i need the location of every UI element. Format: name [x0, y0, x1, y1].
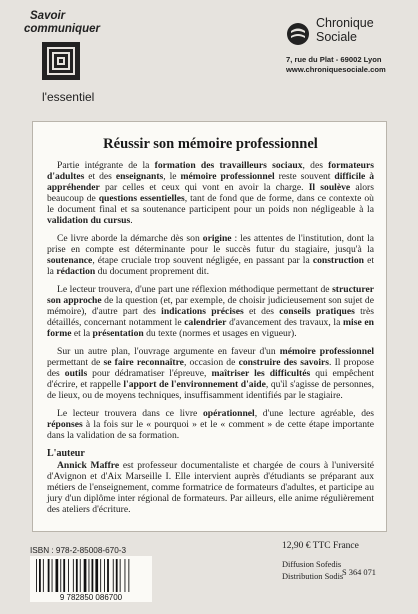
price-label: 12,90 € TTC France [282, 541, 359, 551]
series-subtitle: l'essentiel [42, 90, 95, 104]
author-bio: Annick Maffre est professeur documentaliste et chargée de cours à l'université d'Avignon et d'Aix Marseille I. Elle intervient auprès d'étudiants se préparant aux métiers de l'enseignement, comme formatrice de formateurs d'adultes, et participe au jury d'un diplôme inter régional de formateurs. Par ailleurs, elle anime régulièrement des ateliers d'écriture. [47, 460, 374, 515]
series-block [24, 10, 101, 36]
publisher-website: www.chroniquesociale.com [286, 65, 386, 74]
publisher-name-line1: Chronique [316, 16, 374, 30]
back-cover-text-panel [32, 121, 387, 532]
distribution-label: Distribution Sodis [282, 572, 344, 581]
author-heading: L'auteur [47, 448, 85, 459]
publisher-address-line1: 7, rue du Plat - 69002 Lyon [286, 55, 382, 64]
barcode [30, 556, 152, 602]
diffusion-label: Diffusion Sofedis [282, 560, 342, 569]
publisher-address [286, 55, 406, 75]
paragraph-2: Ce livre aborde la démarche dès son origine : les attentes de l'institution, dont la prise en compte est déterminante pour le succès futur du stagiaire, jusqu'à la soutenance, étape cruciale trop souvent négligée, en passant par la construction et la rédaction du document proprement dit. [47, 233, 375, 277]
series-title-line1: Savoir [30, 10, 66, 22]
paragraph-5: Le lecteur trouvera dans ce livre opérationnel, d'une lecture agréable, des réponses à la fois sur le « pourquoi » et le « comment » de cette étape importante dans la validation de sa formation. [47, 408, 374, 441]
series-logo-icon [42, 42, 80, 80]
paragraph-1: Partie intégrante de la formation des travailleurs sociaux, des formateurs d'adultes et des enseignants, le mémoire professionnel reste souvent difficile à appréhender par celles et ceux qui vont en avoir la charge. Il soulève alors beaucoup de questions essentielles, tant de fond que de forme, dans ce contexte où le document final et sa soutenance participent pour un poids non négligeable à la validation du cursus. [47, 160, 375, 226]
back-cover-body [47, 160, 374, 522]
paragraph-3: Le lecteur trouvera, d'une part une réflexion méthodique permettant de structurer son approche de la question (et, par exemple, de choisir judicieusement son sujet de mémoire), d'autre part des indications précises et des conseils pratiques très détaillés, concernant notamment le calendrier d'avancement des travaux, la mise en forme et la présentation du texte (normes et usages en vigueur). [47, 284, 374, 339]
barcode-digits: 9 782850 086700 [59, 593, 123, 602]
publisher-name-line2: Sociale [316, 30, 357, 44]
publisher-logo-icon [286, 22, 310, 46]
isbn-label: ISBN : 978-2-85008-670-3 [30, 546, 127, 555]
series-title-line2: communiquer [24, 23, 101, 35]
book-title: Réussir son mémoire professionnel [103, 136, 318, 152]
paragraph-4: Sur un autre plan, l'ouvrage argumente en faveur d'un mémoire professionnel permettant de se faire reconnaître, occasion de construire des savoirs. Il propose des outils pour dédramatiser l'épreuve, maîtriser les difficultés qui empêchent d'écrire, et rappelle l'apport de l'environnement d'aide, qu'il s'agisse de personnes, de lieux, ou de moyens techniques, insuffisamment identifiés par le stagiaire. [47, 346, 375, 401]
author-name: Annick Maffre [57, 460, 120, 471]
stock-reference: S 364 071 [342, 568, 376, 577]
